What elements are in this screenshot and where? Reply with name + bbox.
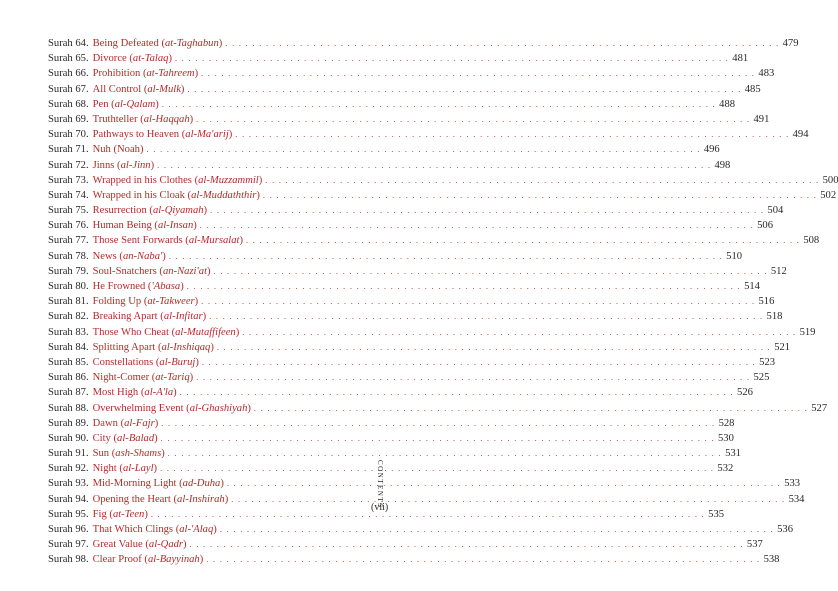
- toc-entry[interactable]: [48, 173, 838, 188]
- surah-title: Most High (al-A'la): [92, 387, 177, 399]
- surah-name: Wrapped in his Clothes: [92, 174, 192, 186]
- surah-transliteration: al-Muddaththir: [191, 189, 257, 201]
- toc-page-number: 528: [718, 417, 735, 429]
- surah-number: Surah 94.: [48, 493, 89, 505]
- toc-page-number: 521: [774, 341, 791, 353]
- surah-title: Divorce (at-Talaq): [92, 53, 172, 65]
- surah-title: Prohibition (at-Tahreem): [92, 68, 199, 80]
- toc-entry[interactable]: [48, 446, 741, 461]
- surah-transliteration: al-Ghashiyah: [189, 402, 248, 414]
- toc-entry[interactable]: [48, 203, 784, 218]
- surah-name: He Frowned: [92, 281, 146, 292]
- dot-leader: . . . . . . . . . . . . . . . . . . . . . . . . . . . . . . . . . . . . . . . . . . . . . . . . . . . . . . . . . . . . . . . . . . . . . . . . . . . . . . . . . .: [262, 190, 818, 200]
- surah-transliteration: al-Layl: [122, 463, 154, 475]
- surah-transliteration: al-A'la: [144, 387, 174, 399]
- surah-number: Surah 98.: [48, 554, 89, 566]
- dot-leader: . . . . . . . . . . . . . . . . . . . . . . . . . . . . . . . . . . . . . . . . . . . . . . . . . . . . . . . . . . . . . . . . . . . . . . . . . . . . . . . . . .: [201, 69, 756, 79]
- surah-name: Opening the Heart: [92, 493, 171, 505]
- surah-transliteration: at-Taghabun: [164, 38, 219, 49]
- dot-leader: . . . . . . . . . . . . . . . . . . . . . . . . . . . . . . . . . . . . . . . . . . . . . . . . . . . . . . . . . . . . . . . . . . . . . . . . . . . . . . . . . .: [168, 251, 724, 261]
- toc-entry[interactable]: [48, 340, 791, 355]
- toc-entry[interactable]: [48, 142, 720, 157]
- dot-leader: . . . . . . . . . . . . . . . . . . . . . . . . . . . . . . . . . . . . . . . . . . . . . . . . . . . . . . . . . . . . . . . . . . . . . . . . . . . . . . . . . .: [161, 418, 716, 428]
- toc-entry[interactable]: [48, 294, 775, 309]
- dot-leader: . . . . . . . . . . . . . . . . . . . . . . . . . . . . . . . . . . . . . . . . . . . . . . . . . . . . . . . . . . . . . . . . . . . . . . . . . . . . . . . . . .: [219, 525, 775, 534]
- toc-page-number: 526: [737, 387, 753, 399]
- toc-page-number: 506: [757, 220, 773, 232]
- toc-page-number: 530: [717, 432, 734, 444]
- toc-page-number: 488: [719, 98, 736, 110]
- surah-transliteration: at-Teen: [112, 508, 145, 520]
- surah-number: Surah 97.: [48, 539, 89, 551]
- surah-name: Breaking Apart: [92, 311, 158, 323]
- surah-number: Surah 71.: [48, 144, 89, 156]
- toc-page-number: 514: [744, 281, 760, 292]
- surah-number: Surah 93.: [48, 478, 89, 490]
- surah-transliteration: al-Jinn: [120, 159, 151, 171]
- toc-page-number: 533: [784, 478, 801, 490]
- surah-number: Surah 70.: [48, 129, 89, 141]
- dot-leader: . . . . . . . . . . . . . . . . . . . . . . . . . . . . . . . . . . . . . . . . . . . . . . . . . . . . . . . . . . . . . . . . . . . . . . . . . . . . . . . . . .: [196, 114, 751, 124]
- toc-page-number: 535: [708, 508, 725, 520]
- toc-page-number: 500: [822, 174, 838, 186]
- toc-page-number: 485: [744, 83, 761, 95]
- toc-entry[interactable]: [48, 492, 805, 507]
- toc-entry[interactable]: [48, 476, 801, 491]
- surah-number: Surah 88.: [48, 402, 89, 414]
- surah-title: Jinns (al-Jinn): [92, 159, 155, 171]
- dot-leader: . . . . . . . . . . . . . . . . . . . . . . . . . . . . . . . . . . . . . . . . . . . . . . . . . . . . . . . . . . . . . . . . . . . . . . . . . . . . . . . . . .: [231, 494, 786, 504]
- toc-entry[interactable]: [48, 36, 799, 51]
- dot-leader: . . . . . . . . . . . . . . . . . . . . . . . . . . . . . . . . . . . . . . . . . . . . . . . . . . . . . . . . . . . . . . . . . . . . . . . . . . . . . . . . . .: [253, 403, 809, 413]
- surah-transliteration: al-Fajr: [124, 417, 155, 429]
- surah-transliteration: al-Inshirah: [177, 493, 225, 505]
- surah-transliteration: al-Qadr: [148, 539, 184, 551]
- surah-title: Resurrection (al-Qiyamah): [92, 205, 208, 217]
- surah-number: Surah 78.: [48, 250, 89, 262]
- surah-name: Resurrection: [92, 205, 147, 217]
- surah-name: Dawn: [92, 417, 118, 429]
- surah-title: Dawn (al-Fajr): [92, 417, 159, 429]
- surah-name: Fig: [92, 508, 107, 520]
- surah-title: Sun (ash-Shams): [92, 448, 165, 460]
- surah-title: Mid-Morning Light (ad-Duha): [92, 478, 224, 490]
- dot-leader: . . . . . . . . . . . . . . . . . . . . . . . . . . . . . . . . . . . . . . . . . . . . . . . . . . . . . . . . . . . . . . . . . . . . . . . . . . . . . . . . . .: [146, 145, 701, 155]
- toc-page-number: 527: [811, 402, 828, 414]
- surah-name: Most High: [92, 387, 139, 399]
- surah-number: Surah 89.: [48, 417, 89, 429]
- surah-name: Folding Up: [92, 296, 142, 308]
- surah-number: Surah 96.: [48, 524, 89, 535]
- surah-title: Night-Comer (at-Tariq): [92, 372, 194, 384]
- toc-page-number: 508: [803, 235, 820, 247]
- surah-transliteration: al-Ma'arij: [185, 129, 229, 141]
- surah-transliteration: at-Tahreem: [146, 68, 195, 80]
- surah-number: Surah 65.: [48, 53, 89, 65]
- surah-title: Great Value (al-Qadr): [92, 539, 187, 551]
- surah-name: Pathways to Heaven: [92, 129, 180, 141]
- surah-title: Night (al-Layl): [92, 463, 158, 475]
- toc-entry[interactable]: [48, 279, 760, 294]
- toc-page-number: 523: [759, 356, 776, 368]
- surah-number: Surah 64.: [48, 38, 89, 49]
- surah-title: Wrapped in his Cloak (al-Muddaththir): [92, 189, 260, 201]
- surah-name: Splitting Apart: [92, 341, 156, 353]
- surah-title: Breaking Apart (al-Infitar): [92, 311, 207, 323]
- surah-name: Mid-Morning Light: [92, 478, 177, 490]
- surah-number: Surah 73.: [48, 174, 89, 186]
- surah-number: Surah 91.: [48, 448, 89, 460]
- dot-leader: . . . . . . . . . . . . . . . . . . . . . . . . . . . . . . . . . . . . . . . . . . . . . . . . . . . . . . . . . . . . . . . . . . . . . . . . . . . . . . . . . .: [206, 555, 761, 565]
- dot-leader: . . . . . . . . . . . . . . . . . . . . . . . . . . . . . . . . . . . . . . . . . . . . . . . . . . . . . . . . . . . . . . . . . . . . . . . . . . . . . . . . . .: [210, 206, 765, 216]
- surah-title: Soul-Snatchers (an-Nazi'at): [92, 265, 211, 277]
- surah-number: Surah 77.: [48, 235, 89, 247]
- toc-page-number: 525: [753, 372, 770, 384]
- toc-entry[interactable]: [48, 461, 734, 476]
- surah-transliteration: al-Infitar: [163, 311, 203, 323]
- toc-entry[interactable]: [48, 51, 749, 66]
- dot-leader: . . . . . . . . . . . . . . . . . . . . . . . . . . . . . . . . . . . . . . . . . . . . . . . . . . . . . . . . . . . . . . . . . . . . . . . . . . . . . . . . . .: [179, 388, 734, 398]
- dot-leader: . . . . . . . . . . . . . . . . . . . . . . . . . . . . . . . . . . . . . . . . . . . . . . . . . . . . . . . . . . . . . . . . . . . . . . . . . . . . . . . . . .: [235, 130, 790, 140]
- surah-number: Surah 84.: [48, 341, 89, 353]
- surah-title: Those Sent Forwards (al-Mursalat): [92, 235, 243, 247]
- surah-title: Truthteller (al-Haqqah): [92, 113, 194, 125]
- surah-transliteration: an-Nazi'at: [162, 265, 208, 277]
- toc-page-number: 496: [703, 144, 720, 156]
- surah-name: Prohibition: [92, 68, 141, 80]
- surah-name: Sun: [92, 448, 110, 460]
- surah-name: Human Being: [92, 220, 152, 232]
- surah-title: Pathways to Heaven (al-Ma'arij): [92, 129, 233, 141]
- surah-title: [93, 142, 144, 157]
- surah-name: Jinns: [92, 159, 115, 171]
- toc-entry[interactable]: [48, 127, 809, 142]
- surah-number: Surah 86.: [48, 372, 89, 384]
- surah-number: Surah 68.: [48, 98, 89, 110]
- surah-name: Being Defeated: [92, 38, 159, 49]
- toc-page-number: 537: [746, 539, 763, 551]
- surah-number: Surah 95.: [48, 508, 89, 520]
- surah-name: News: [92, 250, 117, 262]
- surah-name: Great Value: [92, 539, 143, 551]
- toc-entry[interactable]: [48, 537, 763, 552]
- toc-entry[interactable]: [48, 522, 794, 537]
- toc-entry[interactable]: [48, 112, 770, 127]
- dot-leader: . . . . . . . . . . . . . . . . . . . . . . . . . . . . . . . . . . . . . . . . . . . . . . . . . . . . . . . . . . . . . . . . . . . . . . . . . . . . . . . . . .: [246, 236, 801, 246]
- toc-entry[interactable]: [48, 158, 731, 173]
- toc-entry[interactable]: [48, 401, 828, 416]
- surah-transliteration: al-Buruj: [159, 356, 196, 368]
- surah-title: Constellations (al-Buruj): [92, 356, 199, 368]
- surah-title: City (al-Balad): [92, 432, 158, 444]
- surah-number: Surah 81.: [48, 296, 89, 308]
- surah-transliteration: al-'Alaq: [179, 524, 214, 535]
- surah-transliteration: al-Balad: [117, 432, 155, 444]
- toc-entry[interactable]: [48, 66, 775, 81]
- surah-title: All Control (al-Mulk): [92, 83, 185, 95]
- surah-transliteration: al-Mulk: [147, 83, 181, 95]
- surah-title: Pen (al-Qalam): [92, 98, 159, 110]
- surah-number: Surah 82.: [48, 311, 89, 323]
- surah-name: Overwhelming Event: [92, 402, 184, 414]
- surah-number: Surah 87.: [48, 387, 89, 399]
- surah-transliteration: ad-Duha: [182, 478, 221, 490]
- toc-page-number: 512: [770, 265, 787, 277]
- running-header-contents: CONTENTS: [376, 460, 384, 509]
- toc-page-number: 479: [782, 38, 799, 49]
- page-number: (vii): [371, 502, 389, 513]
- dot-leader: . . . . . . . . . . . . . . . . . . . . . . . . . . . . . . . . . . . . . . . . . . . . . . . . . . . . . . . . . . . . . . . . . . . . . . . . . . . . . . . . . .: [225, 39, 780, 48]
- toc-page-number: 502: [820, 189, 837, 201]
- surah-number: Surah 69.: [48, 113, 89, 125]
- toc-page-number: 531: [725, 448, 741, 460]
- toc-page-number: 494: [792, 129, 809, 141]
- dot-leader: . . . . . . . . . . . . . . . . . . . . . . . . . . . . . . . . . . . . . . . . . . . . . . . . . . . . . . . . . . . . . . . . . . . . . . . . . . . . . . . . . .: [213, 266, 768, 276]
- toc-entry[interactable]: [48, 82, 761, 97]
- toc-page-number: 534: [788, 493, 805, 505]
- toc-entry[interactable]: [48, 355, 776, 370]
- toc-entry[interactable]: [48, 97, 736, 112]
- dot-leader: . . . . . . . . . . . . . . . . . . . . . . . . . . . . . . . . . . . . . . . . . . . . . . . . . . . . . . . . . . . . . . . . . . . . . . . . . . . . . . . . . .: [216, 342, 772, 352]
- surah-name: Night-Comer: [92, 372, 150, 384]
- toc-page-number: 504: [767, 205, 784, 217]
- surah-title: That Which Clings (al-'Alaq): [92, 524, 217, 535]
- toc-page-number: 538: [763, 554, 780, 566]
- dot-leader: . . . . . . . . . . . . . . . . . . . . . . . . . . . . . . . . . . . . . . . . . . . . . . . . . . . . . . . . . . . . . . . . . . . . . . . . . . . . . . . . . .: [187, 84, 742, 94]
- surah-name: Constellations: [92, 356, 154, 368]
- surah-transliteration: al-Muzzammil: [198, 174, 259, 186]
- toc-entry[interactable]: [48, 218, 773, 233]
- toc-entry[interactable]: [48, 309, 783, 324]
- toc-entry[interactable]: [48, 188, 837, 203]
- surah-name: That Which Clings: [92, 524, 174, 535]
- surah-name: Those Who Cheat: [92, 326, 169, 338]
- surah-name: Soul-Snatchers: [92, 265, 157, 277]
- surah-transliteration: ash-Shams: [115, 448, 162, 460]
- dot-leader: . . . . . . . . . . . . . . . . . . . . . . . . . . . . . . . . . . . . . . . . . . . . . . . . . . . . . . . . . . . . . . . . . . . . . . . . . . . . . . . . . .: [160, 433, 715, 443]
- surah-number: Surah 66.: [48, 68, 89, 80]
- toc-entry[interactable]: [48, 431, 734, 446]
- surah-number: Surah 75.: [48, 205, 89, 217]
- surah-name: Divorce: [92, 53, 127, 65]
- dot-leader: . . . . . . . . . . . . . . . . . . . . . . . . . . . . . . . . . . . . . . . . . . . . . . . . . . . . . . . . . . . . . . . . . . . . . . . . . . . . . . . . . .: [186, 282, 741, 291]
- surah-transliteration: at-Talaq: [132, 53, 169, 65]
- surah-number: Surah 72.: [48, 159, 89, 171]
- surah-transliteration: 'Abasa: [151, 281, 181, 292]
- surah-transliteration: at-Takweer: [147, 296, 195, 308]
- surah-title: Those Who Cheat (al-Mutaffifeen): [92, 326, 240, 338]
- surah-title: Wrapped in his Clothes (al-Muzzammil): [92, 174, 263, 186]
- toc-entry[interactable]: [48, 552, 780, 567]
- toc-page-number: 483: [758, 68, 775, 80]
- dot-leader: . . . . . . . . . . . . . . . . . . . . . . . . . . . . . . . . . . . . . . . . . . . . . . . . . . . . . . . . . . . . . . . . . . . . . . . . . . . . . . . . . .: [196, 373, 751, 383]
- dot-leader: . . . . . . . . . . . . . . . . . . . . . . . . . . . . . . . . . . . . . . . . . . . . . . . . . . . . . . . . . . . . . . . . . . . . . . . . . . . . . . . . . .: [209, 312, 764, 322]
- surah-number: Surah 67.: [48, 83, 89, 95]
- dot-leader: . . . . . . . . . . . . . . . . . . . . . . . . . . . . . . . . . . . . . . . . . . . . . . . . . . . . . . . . . . . . . . . . . . . . . . . . . . . . . . . . . .: [265, 175, 820, 185]
- toc-page-number: 516: [758, 296, 775, 308]
- surah-title: News (an-Naba'): [92, 250, 166, 262]
- toc-entry[interactable]: [48, 416, 735, 431]
- surah-title: Folding Up (at-Takweer): [92, 296, 199, 308]
- toc-entry[interactable]: [48, 249, 743, 264]
- surah-name: Pen: [92, 98, 109, 110]
- surah-name: Those Sent Forwards: [92, 235, 183, 247]
- surah-transliteration: al-Bayyinah: [147, 554, 200, 566]
- dot-leader: . . . . . . . . . . . . . . . . . . . . . . . . . . . . . . . . . . . . . . . . . . . . . . . . . . . . . . . . . . . . . . . . . . . . . . . . . . . . . . . . . .: [201, 357, 757, 367]
- dot-leader: . . . . . . . . . . . . . . . . . . . . . . . . . . . . . . . . . . . . . . . . . . . . . . . . . . . . . . . . . . . . . . . . . . . . . . . . . . . . . . . . . .: [160, 464, 715, 474]
- surah-number: Surah 76.: [48, 220, 89, 232]
- surah-title: He Frowned ('Abasa): [92, 281, 184, 292]
- toc-page-number: 518: [766, 311, 783, 323]
- surah-name: All Control: [92, 83, 142, 95]
- surah-transliteration: al-Insan: [157, 220, 194, 232]
- toc-page-number: 536: [777, 524, 794, 535]
- toc-page-number: 532: [717, 463, 734, 475]
- dot-leader: . . . . . . . . . . . . . . . . . . . . . . . . . . . . . . . . . . . . . . . . . . . . . . . . . . . . . . . . . . . . . . . . . . . . . . . . . . . . . . . . . .: [189, 540, 744, 550]
- surah-name: Truthteller: [92, 113, 138, 125]
- surah-name: Wrapped in his Cloak: [92, 189, 185, 201]
- surah-number: Surah 79.: [48, 265, 89, 277]
- surah-number: Surah 90.: [48, 432, 89, 444]
- toc-page-number: 498: [714, 159, 731, 171]
- surah-title: Human Being (al-Insan): [92, 220, 197, 232]
- surah-number: Surah 92.: [48, 463, 89, 475]
- toc-page-number: 491: [753, 113, 770, 125]
- surah-title: Fig (at-Teen): [92, 508, 148, 520]
- surah-transliteration: at-Tariq: [155, 372, 190, 384]
- surah-name: City: [92, 432, 111, 444]
- dot-leader: . . . . . . . . . . . . . . . . . . . . . . . . . . . . . . . . . . . . . . . . . . . . . . . . . . . . . . . . . . . . . . . . . . . . . . . . . . . . . . . . . .: [242, 327, 797, 337]
- surah-title: Splitting Apart (al-Inshiqaq): [92, 341, 214, 353]
- surah-number: Surah 83.: [48, 326, 89, 338]
- surah-transliteration: al-Inshiqaq: [161, 341, 211, 353]
- surah-transliteration: al-Haqqah: [143, 113, 190, 125]
- dot-leader: . . . . . . . . . . . . . . . . . . . . . . . . . . . . . . . . . . . . . . . . . . . . . . . . . . . . . . . . . . . . . . . . . . . . . . . . . . . . . . . . . .: [201, 297, 756, 307]
- toc-page-number: 481: [732, 53, 749, 65]
- toc-entry[interactable]: [48, 233, 820, 248]
- toc-entry[interactable]: [48, 264, 787, 279]
- surah-transliteration: al-Qiyamah: [152, 205, 204, 217]
- dot-leader: . . . . . . . . . . . . . . . . . . . . . . . . . . . . . . . . . . . . . . . . . . . . . . . . . . . . . . . . . . . . . . . . . . . . . . . . . . . . . . . . . .: [174, 54, 730, 64]
- surah-transliteration: an-Naba': [122, 250, 163, 262]
- surah-title: Overwhelming Event (al-Ghashiyah): [92, 402, 251, 414]
- dot-leader: . . . . . . . . . . . . . . . . . . . . . . . . . . . . . . . . . . . . . . . . . . . . . . . . . . . . . . . . . . . . . . . . . . . . . . . . . . . . . . . . . .: [157, 160, 712, 170]
- surah-name: Night: [92, 463, 117, 475]
- surah-transliteration: al-Qalam: [114, 98, 156, 110]
- surah-transliteration: al-Mutaffifeen: [175, 326, 236, 338]
- dot-leader: . . . . . . . . . . . . . . . . . . . . . . . . . . . . . . . . . . . . . . . . . . . . . . . . . . . . . . . . . . . . . . . . . . . . . . . . . . . . . . . . . .: [150, 509, 706, 519]
- surah-number: Surah 80.: [48, 281, 89, 292]
- surah-number: Surah 85.: [48, 356, 89, 368]
- surah-name: Nuh (Noah): [92, 144, 144, 156]
- toc-entry[interactable]: [48, 385, 753, 400]
- dot-leader: . . . . . . . . . . . . . . . . . . . . . . . . . . . . . . . . . . . . . . . . . . . . . . . . . . . . . . . . . . . . . . . . . . . . . . . . . . . . . . . . . .: [226, 479, 782, 489]
- toc-page-number: 510: [726, 250, 743, 262]
- surah-name: Clear Proof: [92, 554, 142, 566]
- surah-title: Clear Proof (al-Bayyinah): [92, 554, 204, 566]
- toc-entry[interactable]: [48, 325, 816, 340]
- surah-number: Surah 74.: [48, 189, 89, 201]
- toc-page-number: 519: [799, 326, 816, 338]
- dot-leader: . . . . . . . . . . . . . . . . . . . . . . . . . . . . . . . . . . . . . . . . . . . . . . . . . . . . . . . . . . . . . . . . . . . . . . . . . . . . . . . . . .: [199, 221, 754, 231]
- dot-leader: . . . . . . . . . . . . . . . . . . . . . . . . . . . . . . . . . . . . . . . . . . . . . . . . . . . . . . . . . . . . . . . . . . . . . . . . . . . . . . . . . .: [167, 449, 722, 459]
- toc-entry[interactable]: [48, 370, 770, 385]
- surah-transliteration: al-Mursalat: [188, 235, 240, 247]
- surah-title: Being Defeated (at-Taghabun): [92, 38, 223, 49]
- dot-leader: . . . . . . . . . . . . . . . . . . . . . . . . . . . . . . . . . . . . . . . . . . . . . . . . . . . . . . . . . . . . . . . . . . . . . . . . . . . . . . . . . .: [161, 99, 717, 109]
- surah-title: Opening the Heart (al-Inshirah): [92, 493, 229, 505]
